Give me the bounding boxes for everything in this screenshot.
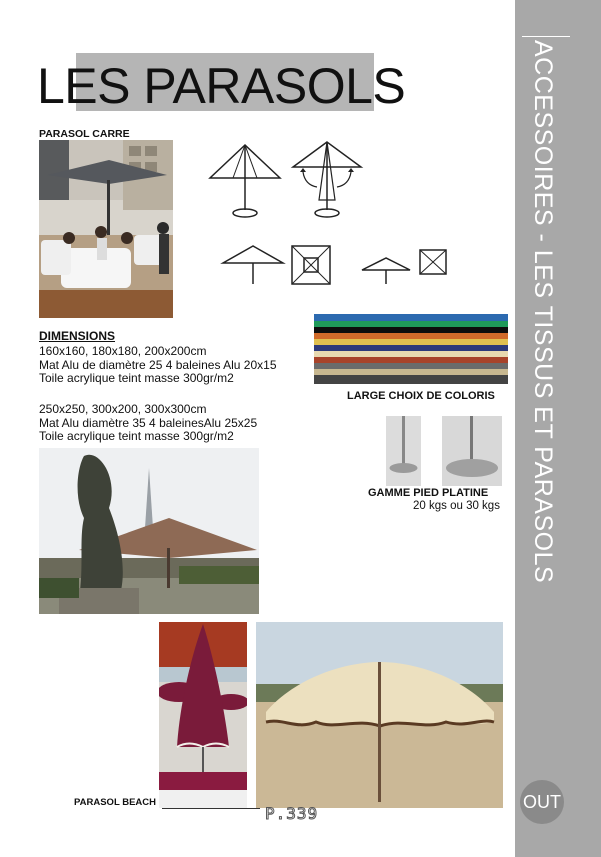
dimensions-block-1 [39,345,277,386]
dims-1-toile: Toile acrylique teint masse 300gr/m2 [39,371,234,385]
page-title: LES PARASOLS [37,58,406,114]
dims-2-toile: Toile acrylique teint masse 300gr/m2 [39,429,234,443]
dimensions-heading: DIMENSIONS [39,329,116,343]
square-parasol-diagrams [220,240,460,288]
base-photo-small [386,416,421,486]
dimensions-block-2 [39,403,257,444]
pied-platine-label: GAMME PIED PLATINE [368,487,489,499]
beach-label-rule [162,808,260,809]
out-badge: OUT [520,780,564,824]
dims-1-mat: Mat Alu de diamètre 25 4 baleines Alu 20x15 [39,357,277,372]
side-divider [522,36,570,37]
parasol-diagram-pair [205,140,370,225]
side-title [528,40,558,584]
page-number: P.339 [265,804,319,823]
side-title-text: ACCESSOIRES - LES TISSUS ET PARASOLS [529,40,557,584]
dims-1-sizes: 160x160, 180x180, 200x200cm [39,344,207,358]
parasol-beach-label: PARASOL BEACH [74,797,156,808]
parasol-carre-label: PARASOL CARRE [39,128,130,140]
pied-weight: 20 kgs ou 30 kgs [413,500,500,512]
fabric-colors-photo [314,314,508,384]
dims-2-mat: Mat Alu diamètre 35 4 balеinesAlu 25x25 [39,415,258,430]
beach-cream-photo [256,622,503,808]
paris-terrace-photo [39,448,259,614]
terrace-photo [39,140,173,318]
base-photo-large [442,416,502,486]
coloris-label: LARGE CHOIX DE COLORIS [347,390,495,402]
beach-burgundy-photo [159,622,247,808]
dims-2-sizes: 250x250, 300x200, 300x300cm [39,402,207,416]
